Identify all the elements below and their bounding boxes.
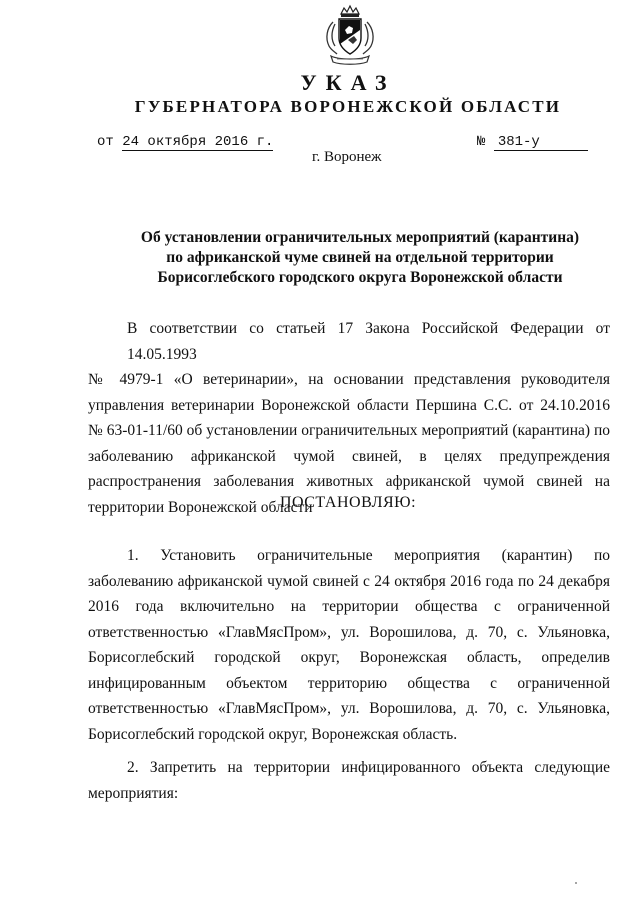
- scan-speck: [575, 882, 577, 884]
- number-value: 381-у: [494, 134, 588, 151]
- text-line: Борисоглебский городской округ, Воронежская область, определив: [88, 649, 610, 666]
- item-2-paragraph: [88, 755, 610, 806]
- date-value: 24 октября 2016 г.: [122, 134, 274, 150]
- text-line: 2016 года включительно на территории общества с ограниченной: [88, 598, 610, 615]
- title-line: по африканской чуме свиней на отдельной территории: [166, 249, 554, 266]
- number-prefix: №: [477, 134, 494, 150]
- decree-heading: ПОСТАНОВЛЯЮ:: [279, 494, 417, 511]
- title-line: Борисоглебского городского округа Воронежской области: [157, 269, 563, 286]
- preamble-paragraph: [88, 316, 610, 520]
- text-line: распространения заболевания животных африканской чумой свиней на: [88, 473, 610, 490]
- text-line: инфицированным объектом территорию общества с ограниченной: [88, 674, 610, 692]
- text-line: 2. Запретить на территории инфицированного объекта следующие: [127, 759, 610, 776]
- text-line: ответственностью «ГлавМясПром», ул. Ворошилова, д. 70, с. Ульяновка,: [88, 623, 610, 641]
- text-line: Борисоглебский городской округ, Воронежская область.: [88, 725, 458, 743]
- document-number: [477, 134, 588, 151]
- text-line: В соответствии со статьей 17 Закона Российской Федерации от 14.05.1993: [127, 320, 610, 363]
- item-1-paragraph: [88, 543, 610, 747]
- coat-of-arms-icon: [319, 4, 381, 68]
- city: г. Воронеж: [312, 149, 382, 165]
- text-line: 1. Установить ограничительные мероприятия (карантин) по: [127, 547, 610, 564]
- text-line: № 4979-1 «О ветеринарии», на основании представления руководителя: [88, 371, 610, 388]
- document-title: [80, 228, 640, 288]
- issuer-title: ГУБЕРНАТОРА ВОРОНЕЖСКОЙ ОБЛАСТИ: [134, 97, 562, 116]
- text-line: управления ветеринарии Воронежской области Першина С.С. от 24.10.2016: [88, 396, 610, 414]
- text-line: № 63-01-11/60 об установлении ограничительных мероприятий (карантина) по: [88, 422, 610, 439]
- title-line: Об установлении ограничительных мероприятий (карантина): [140, 229, 580, 246]
- document-type: УКАЗ: [300, 70, 396, 95]
- text-line: мероприятия:: [88, 784, 179, 802]
- text-line: ответственностью «ГлавМясПром», ул. Ворошилова, д. 70, с. Ульяновка,: [88, 700, 610, 717]
- text-line: заболеванию африканской чумой свиней, в целях предупреждения: [88, 447, 610, 465]
- text-line: территории Воронежской области: [88, 498, 313, 516]
- date-prefix: от: [97, 134, 123, 150]
- document-date: [97, 134, 273, 151]
- text-line: заболеванию африканской чумой свиней с 24 октября 2016 года по 24 декабря: [88, 572, 610, 590]
